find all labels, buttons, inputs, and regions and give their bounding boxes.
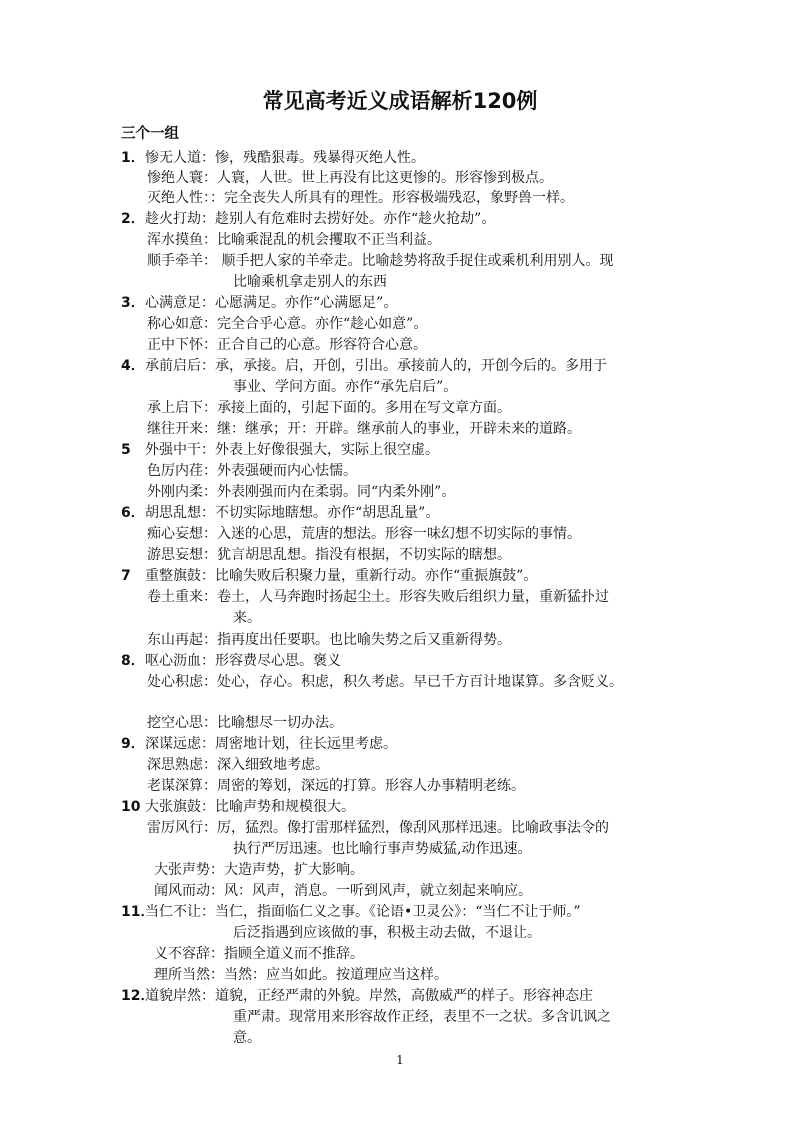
- idiom-term: 东山再起：: [147, 632, 217, 648]
- idiom-term: 浑水摸鱼：: [147, 232, 217, 248]
- idiom-definition: 意。: [233, 1030, 261, 1046]
- entry-line: [121, 293, 397, 313]
- entry-number: 8．: [121, 653, 145, 669]
- entry-line: [147, 545, 511, 565]
- idiom-term: 色厉内荏：: [147, 463, 217, 479]
- idiom-term: 雷厉风行：: [147, 820, 217, 836]
- entry-line: [121, 566, 537, 586]
- idiom-definition: 深入细致地考虑。: [217, 757, 329, 773]
- entry-number: 6．: [121, 505, 145, 521]
- entry-number: 10: [121, 799, 141, 815]
- entry-line: [147, 776, 525, 796]
- idiom-term: 深思熟虑：: [147, 757, 217, 773]
- idiom-definition: 惨，残酷狠毒。残暴得灭绝人性。: [215, 150, 425, 166]
- idiom-definition: 顺手把人家的羊牵走。比喻趁势将敌手捉住或乘机利用别人。现: [217, 253, 614, 269]
- idiom-definition: 犹言胡思乱想。指没有根据，不切实际的瞎想。: [217, 547, 511, 563]
- idiom-definition: 完全合乎心意。亦作“趁心如意”。: [217, 316, 428, 332]
- entry-line: [147, 755, 329, 775]
- entry-line: [154, 965, 448, 985]
- idiom-definition: 比喻失败后积聚力量，重新行动。亦作“重振旗鼓”。: [215, 568, 538, 584]
- entry-line: [121, 651, 341, 671]
- idiom-term: 胡思乱想：: [145, 505, 215, 521]
- idiom-definition: 比喻乘机拿走别人的东西: [233, 274, 387, 290]
- idiom-term: 老谋深算：: [147, 778, 217, 794]
- entry-line: [121, 356, 607, 376]
- page-number: 1: [396, 1053, 404, 1067]
- entry-line: [147, 713, 343, 733]
- idiom-definition: 周密的筹划，深远的打算。形容人办事精明老练。: [217, 778, 525, 794]
- entry-line: [233, 608, 261, 628]
- idiom-definition: 道貌，正经严肃的外貌。岸然，高傲威严的样子。形容神态庄: [215, 988, 593, 1004]
- entry-line: [147, 230, 441, 250]
- idiom-definition: 当仁，指面临仁义之事。《论语•卫灵公》：“当仁不让于师。”: [215, 904, 581, 920]
- idiom-definition: 来。: [233, 610, 261, 626]
- entry-number: 7: [121, 568, 131, 584]
- idiom-term: 痴心妄想：: [147, 526, 217, 542]
- entry-number: 2．: [121, 211, 145, 227]
- entry-number: 11．: [121, 904, 155, 920]
- idiom-definition: 入迷的心思，荒唐的想法。形容一味幻想不切实际的事情。: [217, 526, 581, 542]
- idiom-definition: 当然：应当如此。按道理应当这样。: [224, 967, 448, 983]
- idiom-definition: ：完全丧失人所具有的理性。形容极端残忍，象野兽一样。: [210, 190, 574, 206]
- entry-line: [233, 839, 531, 859]
- entry-line: [147, 398, 511, 418]
- entry-line: [154, 881, 532, 901]
- idiom-definition: 人寰，人世。世上再没有比这更惨的。形容惨到极点。: [217, 170, 553, 186]
- entry-line: [233, 923, 541, 943]
- idiom-term: 大张声势：: [154, 862, 224, 878]
- idiom-term: 大张旗鼓：: [145, 799, 215, 815]
- idiom-term: 顺手牵羊：: [147, 253, 217, 269]
- idiom-term: 惨绝人寰：: [147, 170, 217, 186]
- entry-number: 5: [121, 442, 131, 458]
- entry-line: [147, 314, 427, 334]
- idiom-definition: 比喻声势和规模很大。: [215, 799, 355, 815]
- entry-number: 4．: [121, 358, 145, 374]
- idiom-definition: 重严肃。现常用来形容故作正经，表里不一之状。多含讥讽之: [233, 1009, 611, 1025]
- entry-line: [121, 986, 593, 1006]
- idiom-term: 承前启后：: [145, 358, 215, 374]
- entry-line: [121, 440, 439, 460]
- idiom-definition: 趁别人有危难时去捞好处。亦作“趁火抢劫”。: [215, 211, 496, 227]
- idiom-term: 处心积虑：: [147, 674, 217, 690]
- entry-line: [121, 148, 425, 168]
- idiom-definition: 外表上好像很强大，实际上很空虚。: [215, 442, 439, 458]
- idiom-definition: 大造声势，扩大影响。: [224, 862, 364, 878]
- idiom-term: 惨无人道：: [145, 150, 215, 166]
- entry-line: [121, 734, 397, 754]
- idiom-term: 呕心沥血：: [145, 653, 215, 669]
- idiom-term: 深谋远虑：: [145, 736, 215, 752]
- entry-line: [147, 524, 581, 544]
- idiom-term: 称心如意：: [147, 316, 217, 332]
- idiom-term: 外刚内柔：: [147, 484, 217, 500]
- idiom-definition: 承接上面的，引起下面的。多用在写文章方面。: [217, 400, 511, 416]
- entry-number: 1．: [121, 150, 145, 166]
- idiom-term: 承上启下：: [147, 400, 217, 416]
- entry-line: [121, 797, 355, 817]
- idiom-definition: 承，承接。启，开创，引出。承接前人的，开创今后的。多用于: [215, 358, 607, 374]
- entry-line: [147, 251, 613, 271]
- idiom-term: 理所当然：: [154, 967, 224, 983]
- entry-line: [154, 944, 364, 964]
- entry-line: [233, 1028, 261, 1048]
- idiom-definition: 周密地计划，往长远里考虑。: [215, 736, 397, 752]
- entry-line: [121, 902, 581, 922]
- entry-line: [154, 860, 364, 880]
- idiom-term: 正中下怀：: [147, 337, 217, 353]
- entry-line: [147, 335, 427, 355]
- entry-line: [147, 419, 581, 439]
- entry-line: [147, 587, 609, 607]
- idiom-term: 义不容辞：: [154, 946, 224, 962]
- entry-number: 9．: [121, 736, 145, 752]
- idiom-definition: 指再度出任要职。也比喻失势之后又重新得势。: [217, 632, 511, 648]
- entry-number: 3．: [121, 295, 145, 311]
- idiom-term: 游思妄想：: [147, 547, 217, 563]
- idiom-definition: 外表强硬而内心怯懦。: [217, 463, 357, 479]
- idiom-definition: 卷土，人马奔跑时扬起尘土。形容失败后组织力量，重新猛扑过: [217, 589, 609, 605]
- idiom-term: 继往开来：: [147, 421, 217, 437]
- idiom-definition: 比喻乘混乱的机会攫取不正当利益。: [217, 232, 441, 248]
- idiom-term: 重整旗鼓：: [145, 568, 215, 584]
- section-heading: 三个一组: [121, 126, 179, 142]
- entry-line: [147, 482, 455, 502]
- idiom-definition: 后泛指遇到应该做的事，积极主动去做，不退让。: [233, 925, 541, 941]
- entry-line: [121, 503, 439, 523]
- idiom-definition: 事业、学问方面。亦作“承先启后”。: [233, 379, 458, 395]
- idiom-definition: 外表刚强而内在柔弱。同“内柔外刚”。: [217, 484, 456, 500]
- idiom-definition: 心愿满足。亦作“心满愿足”。: [215, 295, 398, 311]
- idiom-definition: 风：风声，消息。一听到风声，就立刻起来响应。: [224, 883, 532, 899]
- entry-line: [233, 272, 387, 292]
- entry-line: [147, 818, 609, 838]
- entry-line: [233, 1007, 611, 1027]
- entry-line: [147, 630, 511, 650]
- idiom-term: 道貌岸然：: [145, 988, 215, 1004]
- idiom-term: 灭绝人性：: [147, 190, 210, 206]
- idiom-term: 闻风而动：: [154, 883, 224, 899]
- idiom-definition: 形容费尽心思。褒义: [215, 653, 341, 669]
- idiom-term: 心满意足：: [145, 295, 215, 311]
- idiom-term: 趁火打劫：: [145, 211, 215, 227]
- idiom-definition: 比喻想尽一切办法。: [217, 715, 343, 731]
- idiom-definition: 指顾全道义而不推辞。: [224, 946, 364, 962]
- idiom-term: 外强中干：: [145, 442, 215, 458]
- idiom-definition: 处心，存心。积虑，积久考虑。早已千方百计地谋算。多含贬义。: [217, 674, 623, 690]
- entry-line: [147, 168, 553, 188]
- idiom-definition: 继：继承；开：开辟。继承前人的事业，开辟未来的道路。: [217, 421, 581, 437]
- idiom-term: 当仁不让：: [145, 904, 215, 920]
- entry-line: [233, 377, 457, 397]
- idiom-definition: 正合自己的心意。形容符合心意。: [217, 337, 427, 353]
- entry-line: [147, 461, 357, 481]
- idiom-definition: 执行严厉迅速。也比喻行事声势威猛,动作迅速。: [233, 841, 532, 857]
- entry-line: [121, 209, 495, 229]
- entry-number: 12．: [121, 988, 155, 1004]
- idiom-definition: 厉，猛烈。像打雷那样猛烈，像刮风那样迅速。比喻政事法令的: [217, 820, 609, 836]
- idiom-definition: 不切实际地瞎想。亦作“胡思乱量”。: [215, 505, 440, 521]
- idiom-term: 挖空心思：: [147, 715, 217, 731]
- entry-line: [147, 672, 623, 692]
- idiom-term: 卷土重来：: [147, 589, 217, 605]
- document-title: 常见高考近义成语解析120例: [262, 89, 538, 113]
- entry-line: [147, 188, 574, 208]
